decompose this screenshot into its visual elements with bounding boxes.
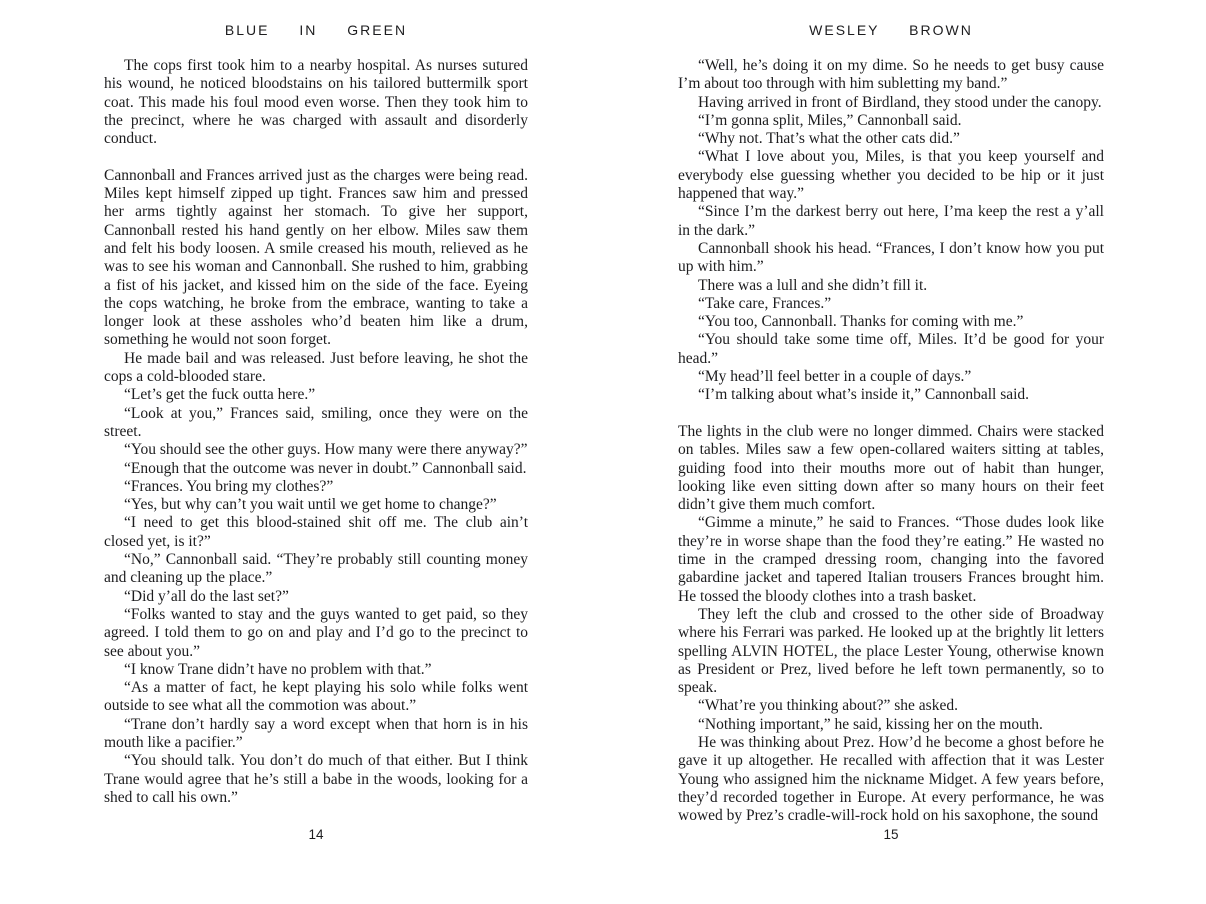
paragraph: “Folks wanted to stay and the guys wanted to get paid, so they agreed. I told them to go on and play and I’d go to the precinct to see about you.” [104,605,528,660]
paragraph: “You too, Cannonball. Thanks for coming with me.” [698,313,1024,331]
paragraph: He was thinking about Prez. How’d he become a ghost before he gave it up altogether. He recalled with affection that it was Lester Young who assigned him the nickname Midget. A few years before, they’d recorded together in Europe. At every performance, he was wowed by Prez’s cradle-will-rock hold on his saxophone, the sound [678,733,1104,825]
paragraph: “Frances. You bring my clothes?” [124,477,334,495]
paragraph: “What’re you thinking about?” she asked. [698,697,958,715]
paragraph: “My head’ll feel better in a couple of days.” [698,368,972,386]
paragraph: “Since I’m the darkest berry out here, I’ma keep the rest a y’all in the dark.” [678,203,1104,239]
page-body-text [678,57,1104,825]
book-page-right [678,0,1104,904]
paragraph: “What I love about you, Miles, is that you keep yourself and everybody else guessing whether you decided to be hip or it just happened that way.” [678,148,1104,203]
paragraph: “You should see the other guys. How many were there anyway?” [124,441,528,459]
paragraph: “As a matter of fact, he kept playing his solo while folks went outside to see what all the commotion was about.” [104,679,528,715]
paragraph: “Well, he’s doing it on my dime. So he needs to get busy cause I’m about too through with him subletting my band.” [678,57,1104,93]
paragraph: He made bail and was released. Just before leaving, he shot the cops a cold-blooded stare. [104,349,528,386]
paragraph: Cannonball shook his head. “Frances, I don’t know how you put up with him.” [678,239,1104,276]
paragraph: Having arrived in front of Birdland, they stood under the canopy. [698,93,1102,111]
paragraph: “I’m gonna split, Miles,” Cannonball said. [698,111,962,129]
paragraph: “I’m talking about what’s inside it,” Cannonball said. [698,386,1030,404]
paragraph: Cannonball and Frances arrived just as the charges were being read. Miles kept himself zipped up tight. Frances saw him and pressed her arms tightly against her stomach. To give her support, Cannonball rested his hand gently on her elbow. Miles saw them and felt his body loosen. A smile creased his mouth, relieved as he was to see his woman and Cannonball. She rushed to him, grabbing a fist of his jacket, and kissed him on the side of the face. Eyeing the cops watching, he broke from the embrace, wanting to take a longer look at these assholes who’d beaten him like a drum, something he would not soon forget. [104,166,528,349]
book-page-left [104,0,528,904]
paragraph: “Trane don’t hardly say a word except when that horn is in his mouth like a pacifier.” [104,715,528,751]
paragraph: “Take care, Frances.” [698,294,832,312]
paragraph: “Nothing important,” he said, kissing her on the mouth. [698,715,1043,733]
paragraph: “I need to get this blood-stained shit off me. The club ain’t closed yet, is it?” [104,514,528,550]
page-number: 15 [883,827,899,842]
running-head-book-title: BLUE IN GREEN [224,22,408,38]
paragraph: “Yes, but why can’t you wait until we get home to change?” [124,496,497,514]
paragraph: There was a lull and she didn’t fill it. [698,276,928,294]
paragraph: They left the club and crossed to the other side of Broadway where his Ferrari was parked. He looked up at the brightly lit letters spelling ALVIN HOTEL, the place Lester Young, otherwise known as President or Prez, lived before he left town permanently, so to speak. [678,605,1104,697]
paragraph: “Did y’all do the last set?” [124,587,289,605]
paragraph: “I know Trane didn’t have no problem with that.” [124,660,432,678]
paragraph: The cops first took him to a nearby hospital. As nurses sutured his wound, he noticed bloodstains on his tailored buttermilk sport coat. This made his foul mood even worse. Then they took him to the precinct, where he was charged with assault and disorderly conduct. [104,57,528,148]
paragraph: The lights in the club were no longer dimmed. Chairs were stacked on tables. Miles saw a few open-collared waiters sitting at tables, guiding food into their mouths more out of habit than hunger, looking like even sitting down after so many hours on their feet didn’t give them much comfort. [678,422,1104,514]
running-head-author-name: WESLEY BROWN [809,22,973,38]
paragraph: “Gimme a minute,” he said to Frances. “Those dudes look like they’re in worse shape than the food they’re eating.” He wasted no time in the cramped dressing room, changing into the favored gabardine jacket and tapered Italian trousers Frances brought him. He tossed the bloody clothes into a trash basket. [678,514,1104,605]
paragraph: “Why not. That’s what the other cats did.” [698,130,960,148]
paragraph: “Enough that the outcome was never in doubt.” Cannonball said. [124,459,527,477]
paragraph: “Look at you,” Frances said, smiling, once they were on the street. [104,404,528,440]
paragraph: “You should take some time off, Miles. It’d be good for your head.” [678,331,1104,367]
page-body-text [104,57,528,807]
paragraph: “Let’s get the fuck outta here.” [124,386,316,404]
page-number: 14 [308,827,324,842]
paragraph: “You should talk. You don’t do much of that either. But I think Trane would agree that he’s still a babe in the woods, looking for a shed to call his own.” [104,752,528,806]
paragraph: “No,” Cannonball said. “They’re probably still counting money and cleaning up the place.” [104,551,528,587]
